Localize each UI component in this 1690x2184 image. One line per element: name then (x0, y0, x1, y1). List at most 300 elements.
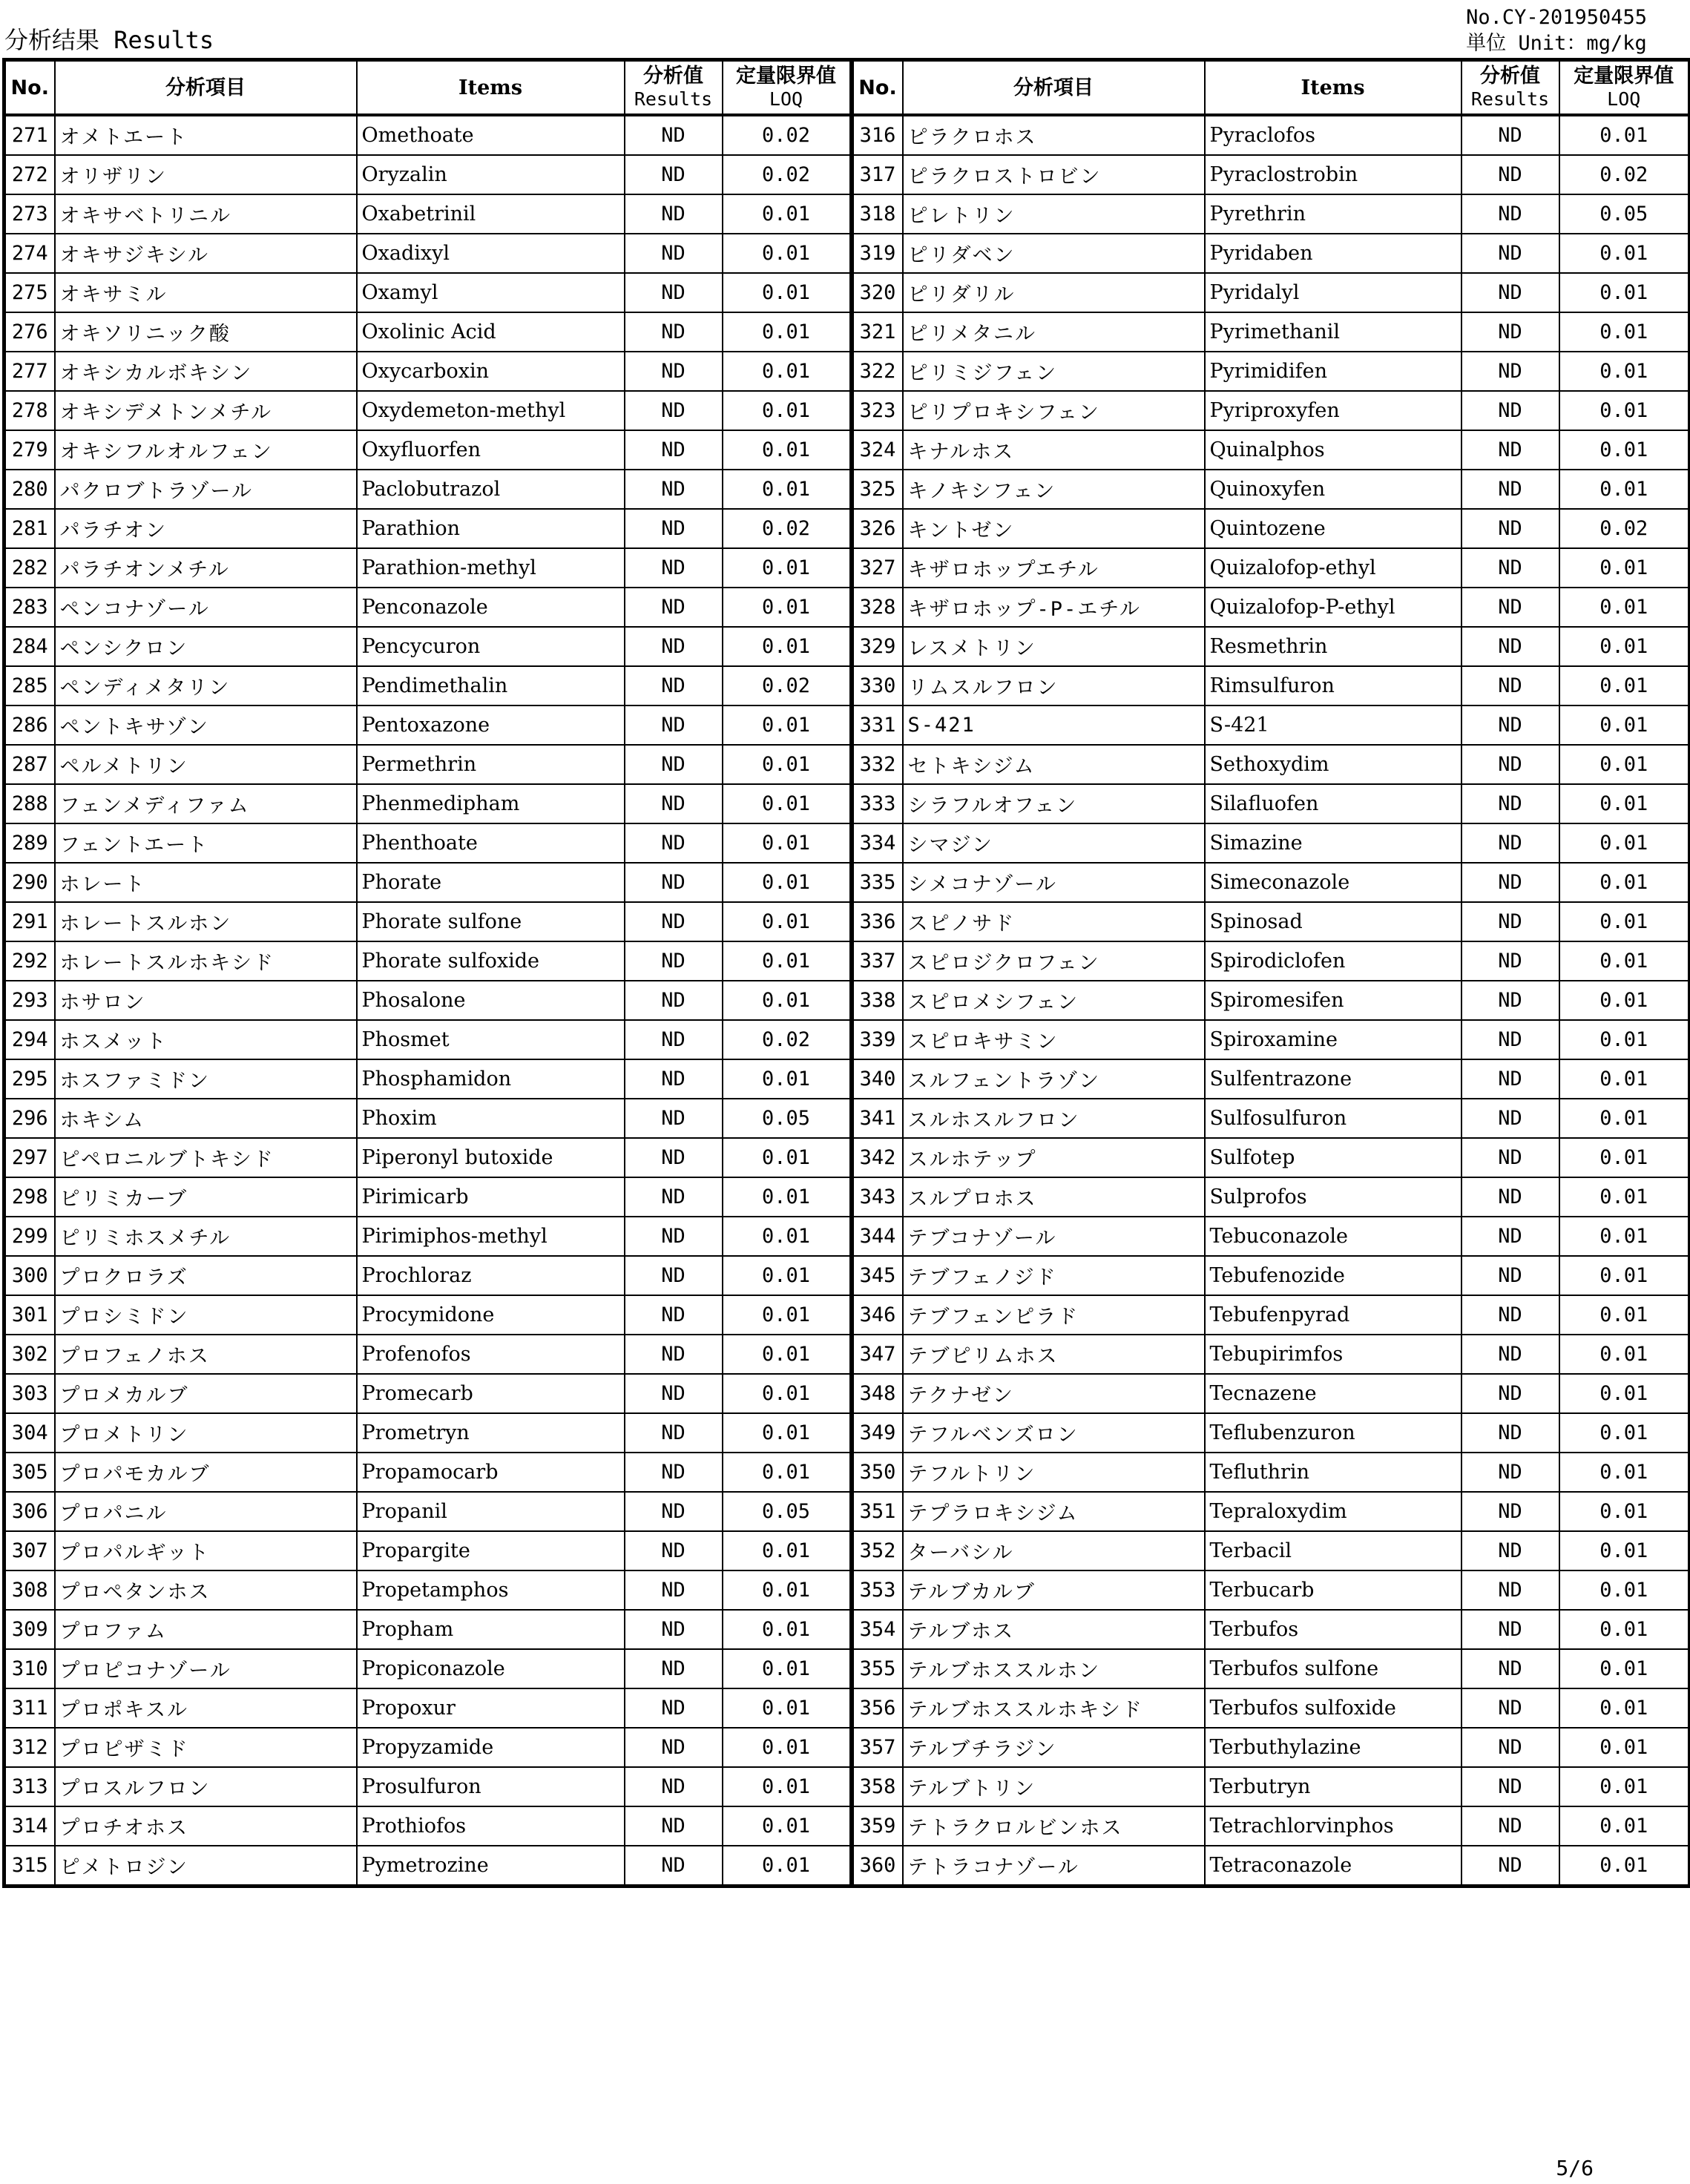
item-name-jp: テプラロキシジム (903, 1492, 1205, 1531)
result-value: ND (625, 1059, 723, 1099)
loq-value: 0.01 (1559, 941, 1690, 981)
loq-value: 0.01 (1559, 823, 1690, 863)
table-row (4, 391, 1690, 430)
loq-value: 0.01 (1559, 312, 1690, 352)
table-row (4, 981, 1690, 1020)
row-number: 321 (852, 312, 903, 352)
item-name-en: Phorate (357, 863, 625, 902)
row-number: 271 (4, 115, 55, 155)
item-name-jp: キザロホップエチル (903, 548, 1205, 588)
result-value: ND (1462, 705, 1559, 745)
result-value: ND (625, 1610, 723, 1649)
item-name-en: Paclobutrazol (357, 470, 625, 509)
item-name-jp: スルプロホス (903, 1177, 1205, 1217)
item-name-en: Phenthoate (357, 823, 625, 863)
item-name-en: Tebufenpyrad (1205, 1295, 1462, 1335)
row-number: 280 (4, 470, 55, 509)
item-name-jp: ピリミホスメチル (55, 1217, 357, 1256)
item-name-jp: プロチオホス (55, 1806, 357, 1846)
loq-value: 0.01 (1559, 1649, 1690, 1688)
item-name-en: Omethoate (357, 115, 625, 155)
col-jp-name-right: 分析項目 (903, 60, 1205, 116)
row-number: 297 (4, 1138, 55, 1177)
item-name-en: Oxycarboxin (357, 352, 625, 391)
result-value: ND (1462, 745, 1559, 784)
loq-value: 0.02 (723, 1020, 852, 1059)
result-value: ND (625, 784, 723, 823)
item-name-jp: オキソリニック酸 (55, 312, 357, 352)
item-name-jp: テトラコナゾール (903, 1846, 1205, 1887)
item-name-jp: テブピリムホス (903, 1335, 1205, 1374)
row-number: 359 (852, 1806, 903, 1846)
item-name-jp: プロペタンホス (55, 1570, 357, 1610)
item-name-jp: プロファム (55, 1610, 357, 1649)
result-value: ND (625, 1492, 723, 1531)
item-name-en: Propargite (357, 1531, 625, 1570)
item-name-jp: ピリミジフェン (903, 352, 1205, 391)
item-name-en: Propyzamide (357, 1728, 625, 1767)
item-name-jp: ホレート (55, 863, 357, 902)
loq-value: 0.01 (1559, 430, 1690, 470)
item-name-jp: スピロジクロフェン (903, 941, 1205, 981)
row-number: 292 (4, 941, 55, 981)
loq-value: 0.01 (1559, 1217, 1690, 1256)
row-number: 318 (852, 194, 903, 234)
row-number: 325 (852, 470, 903, 509)
item-name-en: Tetrachlorvinphos (1205, 1806, 1462, 1846)
result-value: ND (1462, 312, 1559, 352)
item-name-jp: ピリミカーブ (55, 1177, 357, 1217)
loq-value: 0.01 (1559, 1531, 1690, 1570)
item-name-jp: オキサミル (55, 273, 357, 312)
loq-value: 0.01 (723, 784, 852, 823)
item-name-en: Oxamyl (357, 273, 625, 312)
loq-value: 0.01 (1559, 627, 1690, 666)
col-result-jp-right: 分析值 (1480, 65, 1540, 88)
item-name-jp: テルブトリン (903, 1767, 1205, 1806)
item-name-jp: ペンシクロン (55, 627, 357, 666)
item-name-en: Pymetrozine (357, 1846, 625, 1887)
row-number: 339 (852, 1020, 903, 1059)
item-name-en: Piperonyl butoxide (357, 1138, 625, 1177)
item-name-en: Propetamphos (357, 1570, 625, 1610)
unit-label: 単位 Unit：mg/kg (1466, 32, 1647, 55)
loq-value: 0.01 (1559, 1846, 1690, 1887)
table-row (4, 1649, 1690, 1688)
item-name-jp: テブフェンピラド (903, 1295, 1205, 1335)
table-row (4, 352, 1690, 391)
table-row (4, 705, 1690, 745)
row-number: 352 (852, 1531, 903, 1570)
row-number: 305 (4, 1453, 55, 1492)
row-number: 330 (852, 666, 903, 705)
item-name-en: Pyriproxyfen (1205, 391, 1462, 430)
table-row (4, 627, 1690, 666)
item-name-jp: オメトエート (55, 115, 357, 155)
item-name-en: Resmethrin (1205, 627, 1462, 666)
loq-value: 0.01 (723, 941, 852, 981)
loq-value: 0.01 (1559, 1059, 1690, 1099)
item-name-jp: シメコナゾール (903, 863, 1205, 902)
table-row (4, 273, 1690, 312)
row-number: 307 (4, 1531, 55, 1570)
item-name-jp: ピリダリル (903, 273, 1205, 312)
table-row (4, 1610, 1690, 1649)
result-value: ND (625, 823, 723, 863)
row-number: 306 (4, 1492, 55, 1531)
item-name-jp: プロメトリン (55, 1413, 357, 1453)
result-value: ND (625, 745, 723, 784)
item-name-en: Phorate sulfoxide (357, 941, 625, 981)
result-value: ND (625, 666, 723, 705)
item-name-jp: オキシカルボキシン (55, 352, 357, 391)
loq-value: 0.01 (723, 548, 852, 588)
item-name-en: Tecnazene (1205, 1374, 1462, 1413)
loq-value: 0.01 (723, 352, 852, 391)
item-name-jp: オキシフルオルフェン (55, 430, 357, 470)
row-number: 346 (852, 1295, 903, 1335)
result-value: ND (1462, 1335, 1559, 1374)
result-value: ND (625, 941, 723, 981)
result-value: ND (625, 1256, 723, 1295)
loq-value: 0.01 (1559, 705, 1690, 745)
result-value: ND (625, 902, 723, 941)
item-name-en: Terbufos (1205, 1610, 1462, 1649)
col-loq-jp-right: 定量限界值 (1574, 65, 1674, 88)
col-loq (723, 60, 852, 116)
loq-value: 0.01 (1559, 1295, 1690, 1335)
results-table (2, 58, 1690, 1888)
item-name-jp: ペルメトリン (55, 745, 357, 784)
item-name-jp: ペンコナゾール (55, 588, 357, 627)
row-number: 303 (4, 1374, 55, 1413)
item-name-jp: ピレトリン (903, 194, 1205, 234)
result-value: ND (625, 509, 723, 548)
table-row (4, 509, 1690, 548)
item-name-en: Pyrethrin (1205, 194, 1462, 234)
table-row (4, 1177, 1690, 1217)
item-name-jp: オキサベトリニル (55, 194, 357, 234)
col-loq-jp: 定量限界值 (736, 65, 836, 88)
result-value: ND (625, 155, 723, 194)
result-value: ND (1462, 273, 1559, 312)
loq-value: 0.01 (1559, 1020, 1690, 1059)
table-row (4, 1531, 1690, 1570)
item-name-en: Oryzalin (357, 155, 625, 194)
item-name-jp: ホレートスルホン (55, 902, 357, 941)
result-value: ND (625, 1767, 723, 1806)
loq-value: 0.01 (723, 1217, 852, 1256)
result-value: ND (1462, 1256, 1559, 1295)
item-name-en: Pirimicarb (357, 1177, 625, 1217)
result-value: ND (1462, 509, 1559, 548)
table-row (4, 1138, 1690, 1177)
row-number: 360 (852, 1846, 903, 1887)
row-number: 315 (4, 1846, 55, 1887)
table-row (4, 1728, 1690, 1767)
item-name-en: Tebupirimfos (1205, 1335, 1462, 1374)
item-name-en: Spinosad (1205, 902, 1462, 941)
item-name-en: Simazine (1205, 823, 1462, 863)
result-value: ND (625, 115, 723, 155)
table-row (4, 470, 1690, 509)
result-value: ND (625, 352, 723, 391)
result-value: ND (625, 1649, 723, 1688)
result-value: ND (1462, 784, 1559, 823)
row-number: 345 (852, 1256, 903, 1295)
col-no: No. (4, 60, 55, 116)
table-row (4, 1846, 1690, 1887)
item-name-jp: シラフルオフェン (903, 784, 1205, 823)
item-name-jp: ホサロン (55, 981, 357, 1020)
row-number: 314 (4, 1806, 55, 1846)
table-row (4, 784, 1690, 823)
loq-value: 0.02 (723, 155, 852, 194)
loq-value: 0.01 (723, 588, 852, 627)
item-name-en: Phenmedipham (357, 784, 625, 823)
result-value: ND (1462, 548, 1559, 588)
loq-value: 0.02 (723, 115, 852, 155)
result-value: ND (625, 391, 723, 430)
loq-value: 0.01 (1559, 588, 1690, 627)
result-value: ND (1462, 1295, 1559, 1335)
result-value: ND (1462, 391, 1559, 430)
table-row (4, 194, 1690, 234)
table-row (4, 312, 1690, 352)
result-value: ND (625, 1020, 723, 1059)
col-result-right (1462, 60, 1559, 116)
item-name-en: Tebuconazole (1205, 1217, 1462, 1256)
row-number: 274 (4, 234, 55, 273)
item-name-en: Rimsulfuron (1205, 666, 1462, 705)
item-name-jp: テルブホススルホキシド (903, 1688, 1205, 1728)
item-name-en: Penconazole (357, 588, 625, 627)
loq-value: 0.01 (1559, 1335, 1690, 1374)
result-value: ND (1462, 941, 1559, 981)
loq-value: 0.01 (723, 1806, 852, 1846)
table-row (4, 1335, 1690, 1374)
item-name-jp: スルホテップ (903, 1138, 1205, 1177)
loq-value: 0.01 (723, 470, 852, 509)
row-number: 347 (852, 1335, 903, 1374)
item-name-jp: スピノサド (903, 902, 1205, 941)
result-value: ND (1462, 981, 1559, 1020)
result-value: ND (625, 1531, 723, 1570)
item-name-en: Oxadixyl (357, 234, 625, 273)
item-name-jp: テトラクロルビンホス (903, 1806, 1205, 1846)
result-value: ND (1462, 1610, 1559, 1649)
report-meta (1466, 4, 1647, 56)
col-result-en: Results (634, 88, 713, 110)
item-name-en: Tefluthrin (1205, 1453, 1462, 1492)
loq-value: 0.01 (1559, 902, 1690, 941)
loq-value: 0.01 (1559, 1099, 1690, 1138)
result-value: ND (625, 1177, 723, 1217)
loq-value: 0.01 (1559, 1806, 1690, 1846)
table-row (4, 1217, 1690, 1256)
item-name-jp: スピロメシフェン (903, 981, 1205, 1020)
row-number: 288 (4, 784, 55, 823)
table-row (4, 823, 1690, 863)
item-name-jp: オキサジキシル (55, 234, 357, 273)
item-name-jp: ホスメット (55, 1020, 357, 1059)
result-value: ND (625, 1846, 723, 1887)
item-name-en: Terbucarb (1205, 1570, 1462, 1610)
row-number: 294 (4, 1020, 55, 1059)
item-name-en: Permethrin (357, 745, 625, 784)
result-value: ND (1462, 1138, 1559, 1177)
loq-value: 0.01 (723, 1138, 852, 1177)
item-name-en: Terbutryn (1205, 1767, 1462, 1806)
row-number: 351 (852, 1492, 903, 1531)
item-name-jp: プロピコナゾール (55, 1649, 357, 1688)
row-number: 338 (852, 981, 903, 1020)
result-value: ND (1462, 155, 1559, 194)
result-value: ND (1462, 1177, 1559, 1217)
row-number: 354 (852, 1610, 903, 1649)
item-name-en: Terbacil (1205, 1531, 1462, 1570)
item-name-en: Terbuthylazine (1205, 1728, 1462, 1767)
row-number: 287 (4, 745, 55, 784)
item-name-en: Oxabetrinil (357, 194, 625, 234)
item-name-jp: フェントエート (55, 823, 357, 863)
item-name-jp: ペンディメタリン (55, 666, 357, 705)
row-number: 309 (4, 1610, 55, 1649)
loq-value: 0.01 (1559, 391, 1690, 430)
result-value: ND (1462, 470, 1559, 509)
item-name-jp: プロパニル (55, 1492, 357, 1531)
table-row (4, 1020, 1690, 1059)
row-number: 327 (852, 548, 903, 588)
result-value: ND (1462, 194, 1559, 234)
table-row (4, 1453, 1690, 1492)
item-name-en: Promecarb (357, 1374, 625, 1413)
loq-value: 0.01 (723, 430, 852, 470)
row-number: 323 (852, 391, 903, 430)
item-name-en: Pyrimethanil (1205, 312, 1462, 352)
result-value: ND (1462, 1531, 1559, 1570)
table-row (4, 1059, 1690, 1099)
loq-value: 0.01 (723, 1295, 852, 1335)
result-value: ND (1462, 115, 1559, 155)
col-en-name: Items (357, 60, 625, 116)
item-name-en: Profenofos (357, 1335, 625, 1374)
item-name-jp: ピラクロホス (903, 115, 1205, 155)
result-value: ND (1462, 234, 1559, 273)
loq-value: 0.01 (1559, 1688, 1690, 1728)
item-name-jp: キナルホス (903, 430, 1205, 470)
item-name-en: Parathion (357, 509, 625, 548)
loq-value: 0.05 (723, 1492, 852, 1531)
col-loq-en-right: LOQ (1607, 88, 1641, 110)
row-number: 357 (852, 1728, 903, 1767)
loq-value: 0.01 (1559, 352, 1690, 391)
result-value: ND (625, 1413, 723, 1453)
row-number: 300 (4, 1256, 55, 1295)
loq-value: 0.01 (1559, 863, 1690, 902)
item-name-en: Spirodiclofen (1205, 941, 1462, 981)
row-number: 324 (852, 430, 903, 470)
item-name-en: Prothiofos (357, 1806, 625, 1846)
loq-value: 0.01 (1559, 548, 1690, 588)
row-number: 296 (4, 1099, 55, 1138)
page-number: 5/6 (1556, 2156, 1594, 2180)
row-number: 290 (4, 863, 55, 902)
item-name-jp: パクロブトラゾール (55, 470, 357, 509)
loq-value: 0.01 (723, 745, 852, 784)
item-name-en: S-421 (1205, 705, 1462, 745)
row-number: 337 (852, 941, 903, 981)
row-number: 322 (852, 352, 903, 391)
table-row (4, 863, 1690, 902)
table-row (4, 1570, 1690, 1610)
table-row (4, 234, 1690, 273)
item-name-en: Quinoxyfen (1205, 470, 1462, 509)
loq-value: 0.01 (723, 1649, 852, 1688)
row-number: 289 (4, 823, 55, 863)
item-name-en: Pirimiphos-methyl (357, 1217, 625, 1256)
result-value: ND (1462, 666, 1559, 705)
row-number: 311 (4, 1688, 55, 1728)
table-row (4, 1806, 1690, 1846)
item-name-en: Pentoxazone (357, 705, 625, 745)
loq-value: 0.01 (1559, 115, 1690, 155)
result-value: ND (1462, 1374, 1559, 1413)
result-value: ND (625, 194, 723, 234)
item-name-en: Teflubenzuron (1205, 1413, 1462, 1453)
loq-value: 0.02 (723, 509, 852, 548)
item-name-jp: テルブチラジン (903, 1728, 1205, 1767)
result-value: ND (1462, 1649, 1559, 1688)
item-name-jp: プロメカルブ (55, 1374, 357, 1413)
result-value: ND (625, 863, 723, 902)
report-number: No.CY-201950455 (1466, 6, 1647, 29)
row-number: 335 (852, 863, 903, 902)
loq-value: 0.01 (723, 981, 852, 1020)
item-name-en: Sulfosulfuron (1205, 1099, 1462, 1138)
loq-value: 0.01 (1559, 470, 1690, 509)
loq-value: 0.01 (723, 1374, 852, 1413)
loq-value: 0.01 (1559, 981, 1690, 1020)
result-value: ND (1462, 1688, 1559, 1728)
item-name-jp: ピペロニルブトキシド (55, 1138, 357, 1177)
row-number: 344 (852, 1217, 903, 1256)
result-value: ND (1462, 1453, 1559, 1492)
result-value: ND (1462, 627, 1559, 666)
item-name-en: Parathion-methyl (357, 548, 625, 588)
row-number: 331 (852, 705, 903, 745)
result-value: ND (625, 430, 723, 470)
result-value: ND (625, 1453, 723, 1492)
item-name-jp: プロポキスル (55, 1688, 357, 1728)
loq-value: 0.01 (1559, 1767, 1690, 1806)
table-row (4, 666, 1690, 705)
row-number: 278 (4, 391, 55, 430)
result-value: ND (1462, 588, 1559, 627)
loq-value: 0.01 (1559, 1492, 1690, 1531)
item-name-jp: プロパルギット (55, 1531, 357, 1570)
result-value: ND (1462, 902, 1559, 941)
row-number: 355 (852, 1649, 903, 1688)
table-row (4, 941, 1690, 981)
item-name-jp: パラチオンメチル (55, 548, 357, 588)
row-number: 313 (4, 1767, 55, 1806)
item-name-en: Terbufos sulfone (1205, 1649, 1462, 1688)
item-name-en: Oxolinic Acid (357, 312, 625, 352)
item-name-en: Phosmet (357, 1020, 625, 1059)
row-number: 293 (4, 981, 55, 1020)
row-number: 334 (852, 823, 903, 863)
